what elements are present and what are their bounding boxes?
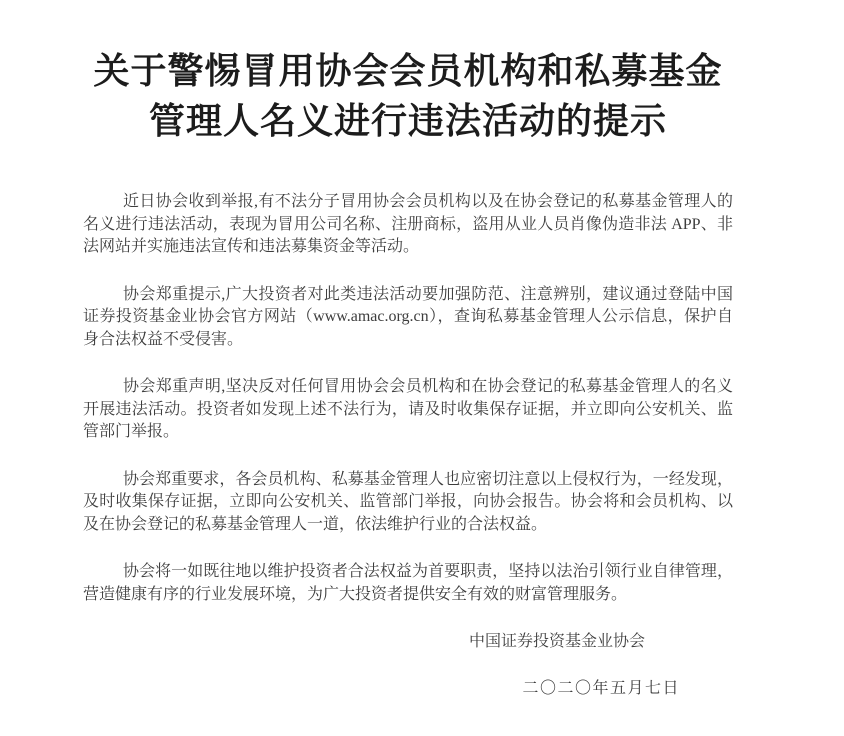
document-body <box>83 191 733 700</box>
title-line-1: 关于警惕冒用协会会员机构和私募基金 <box>93 51 723 91</box>
title-line-2: 管理人名义进行违法活动的提示 <box>148 101 667 141</box>
document-date: 二〇二〇年五月七日 <box>522 679 680 697</box>
notice-document <box>83 0 733 700</box>
body-paragraph-5: 协会将一如既往地以维护投资者合法权益为首要职责，坚持以法治引领行业自律管理，营造健康有序的行业发展环境，为广大投资者提供安全有效的财富管理服务。 <box>83 563 733 603</box>
body-paragraph-4: 协会郑重要求，各会员机构、私募基金管理人也应密切注意以上侵权行为，一经发现，及时收集保存证据，立即向公安机关、监管部门举报，向协会报告。协会将和会员机构、以及在协会登记的私募基金管理人一道，依法维护行业的合法权益。 <box>83 470 733 533</box>
document-title <box>83 46 733 146</box>
signature-organization: 中国证券投资基金业协会 <box>468 633 645 650</box>
body-paragraph-3: 协会郑重声明,坚决反对任何冒用协会会员机构和在协会登记的私募基金管理人的名义开展违法活动。投资者如发现上述不法行为，请及时收集保存证据，并立即向公安机关、监管部门举报。 <box>83 378 733 440</box>
body-paragraph-1: 近日协会收到举报,有不法分子冒用协会会员机构以及在协会登记的私募基金管理人的名义进行违法活动，表现为冒用公司名称、注册商标，盗用从业人员肖像伪造非法 APP、非法网站并实施违法宣传和违法募集资金等活动。 <box>83 193 733 255</box>
body-paragraph-2: 协会郑重提示,广大投资者对此类违法活动要加强防范、注意辨别，建议通过登陆中国证券投资基金业协会官方网站（www.amac.org.cn），查询私募基金管理人公示信息，保护自身合法权益不受侵害。 <box>83 285 733 348</box>
